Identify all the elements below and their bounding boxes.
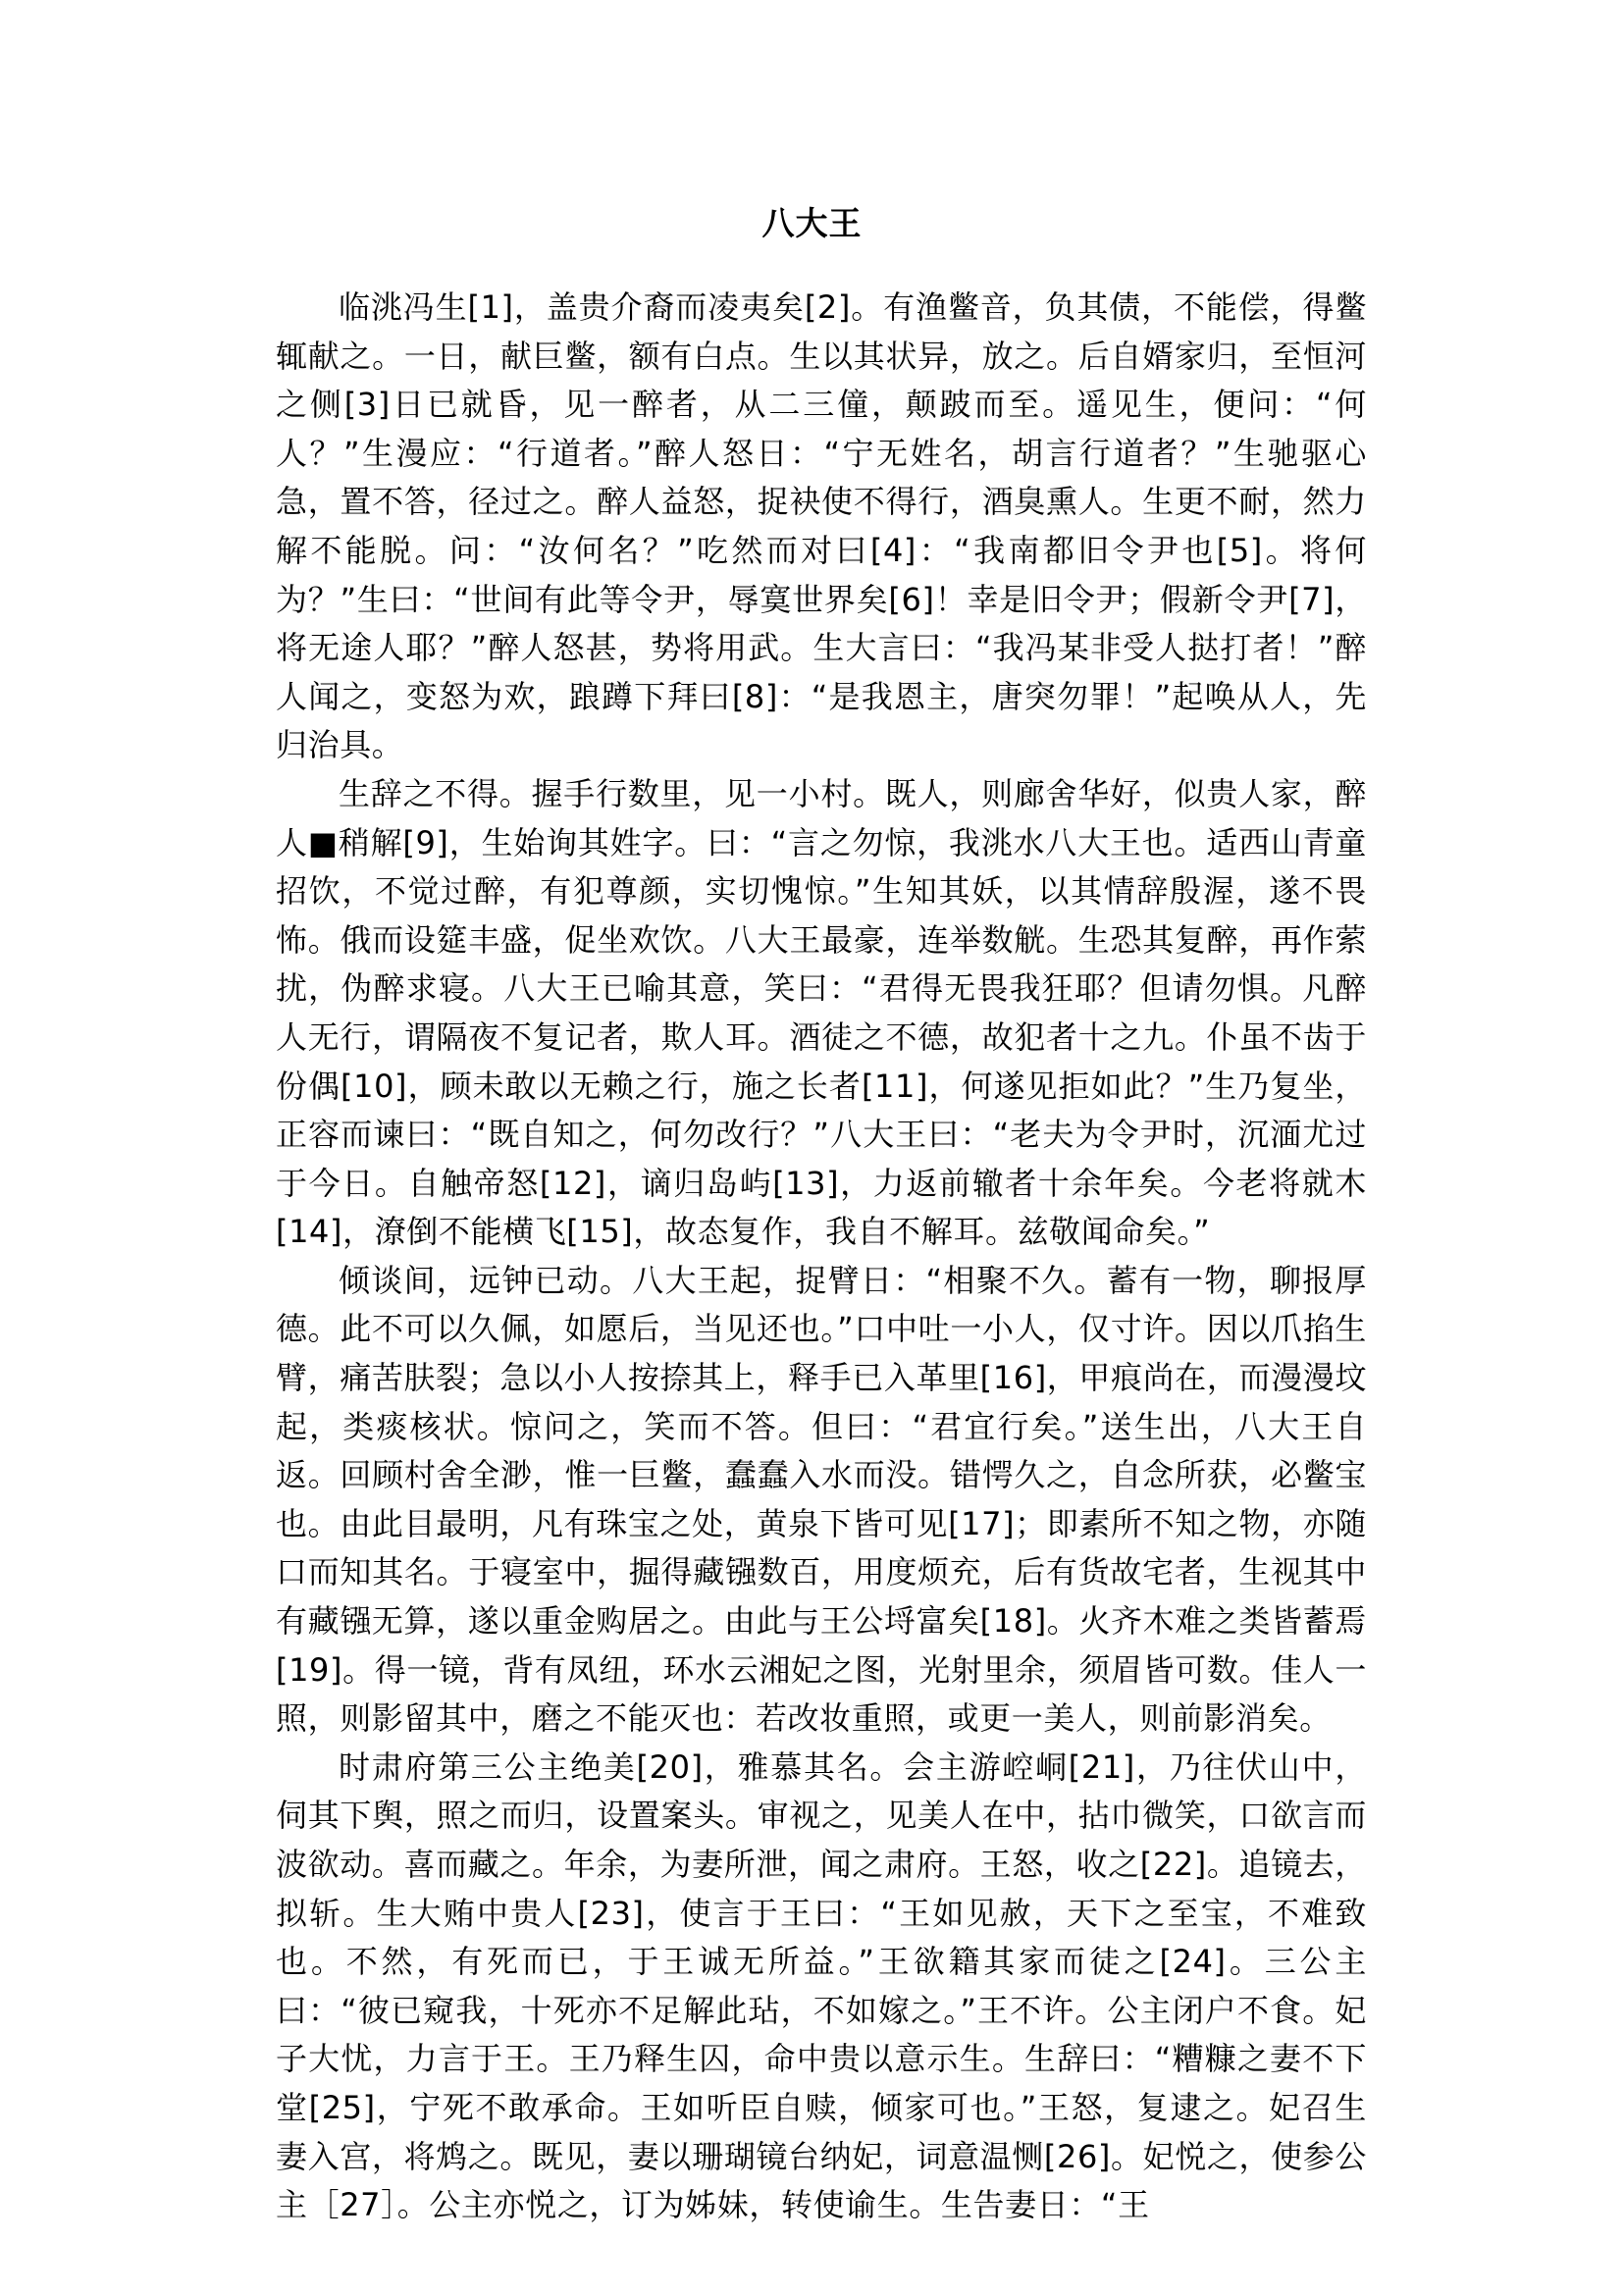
paragraph: 临洮冯生[1]，盖贵介裔而凌夷矣[2]。有渔鳖音，负其债，不能偿，得鳖辄献之。一日，献巨鳖，额有白点。生以其状异，放之。后自婿家归，至恒河之侧[3]日已就昏，见一醉者，从二三僮，颠跛而至。遥见生，便问：“何人？”生漫应：“行道者。”醉人怒日：“宁无姓名，胡言行道者？”生驰驱心急，置不答，径过之。醉人益怒，捉袂使不得行，酒臭熏人。生更不耐，然力解不能脱。问：“汝何名？”吃然而对曰[4]：“我南都旧令尹也[5]。将何为？”生曰：“世间有此等令尹，辱寞世界矣[6]！幸是旧令尹；假新令尹[7]，将无途人耶？”醉人怒甚，势将用武。生大言曰：“我冯某非受人挞打者！”醉人闻之，变怒为欢，踉蹲下拜曰[8]：“是我恩主，唐突勿罪！”起唤从人，先归治具。 [276, 288, 1367, 764]
paragraph: 时肃府第三公主绝美[20]，雅慕其名。会主游崆峒[21]，乃往伏山中，伺其下舆，照之而归，设置案头。审视之，见美人在中，拈巾微笑，口欲言而波欲动。喜而藏之。年余，为妻所泄，闻之肃府。王怒，收之[22]。追镜去，拟斩。生大贿中贵人[23]，使言于王曰：“王如见赦，天下之至宝，不难致也。不然，有死而已，于王诚无所益。”王欲籍其家而徒之[24]。三公主曰：“彼已窥我，十死亦不足解此玷，不如嫁之。”王不许。公主闭户不食。妃子大忧，力言于王。王乃释生囚，命中贵以意示生。生辞曰：“糟糠之妻不下堂[25]，宁死不敢承命。王如听臣自赎，倾家可也。”王怒，复逮之。妃召生妻入宫，将鸩之。既见，妻以珊瑚镜台纳妃，词意温恻[26]。妃悦之，使参公主［27］。公主亦悦之，订为姊妹，转使谕生。生告妻日：“王 [276, 1747, 1367, 2224]
paragraph: 倾谈间，远钟已动。八大王起，捉臂日：“相聚不久。蓄有一物，聊报厚德。此不可以久佩，如愿后，当见还也。”口中吐一小人，仅寸许。因以爪掐生臂，痛苦肤裂；急以小人按捺其上，释手已入革里[16]，甲痕尚在，而漫漫坟起，类痰核状。惊问之，笑而不答。但曰：“君宜行矣。”送生出，八大王自返。回顾村舍全渺，惟一巨鳖，蠢蠢入水而没。错愕久之，自念所获，必鳖宝也。由此目最明，凡有珠宝之处，黄泉下皆可见[17]；即素所不知之物，亦随口而知其名。于寝室中，掘得藏镪数百，用度烦充，后有货故宅者，生视其中有藏镪无算，遂以重金购居之。由此与王公埒富矣[18]。火齐木难之类皆蓄焉[19]。得一镜，背有凤纽，环水云湘妃之图，光射里余，须眉皆可数。佳人一照，则影留其中，磨之不能灭也：若改妆重照，或更一美人，则前影消矣。 [276, 1261, 1367, 1738]
paragraph: 生辞之不得。握手行数里，见一小村。既人，则廊舍华好，似贵人家，醉人■稍解[9]，生始询其姓字。曰：“言之勿惊，我洮水八大王也。适西山青童招饮，不觉过醉，有犯尊颜，实切愧惊。”生知其妖，以其情辞殷渥，遂不畏怖。俄而设筵丰盛，促坐欢饮。八大王最豪，连举数觥。生恐其复醉，再作萦扰，伪醉求寝。八大王已喻其意，笑曰：“君得无畏我狂耶？但请勿惧。凡醉人无行，谓隔夜不复记者，欺人耳。酒徒之不德，故犯者十之九。仆虽不齿于份偶[10]，顾未敢以无赖之行，施之长者[11]，何遂见拒如此？”生乃复坐，正容而谏曰：“既自知之，何勿改行？”八大王曰：“老夫为令尹时，沉湎尤过于今日。自触帝怒[12]，谪归岛屿[13]，力返前辙者十余年矣。今老将就木[14]，潦倒不能横飞[15]，故态复作，我自不解耳。兹敬闻命矣。” [276, 774, 1367, 1251]
page-title: 八大王 [761, 204, 863, 242]
body-text [276, 284, 1367, 2230]
